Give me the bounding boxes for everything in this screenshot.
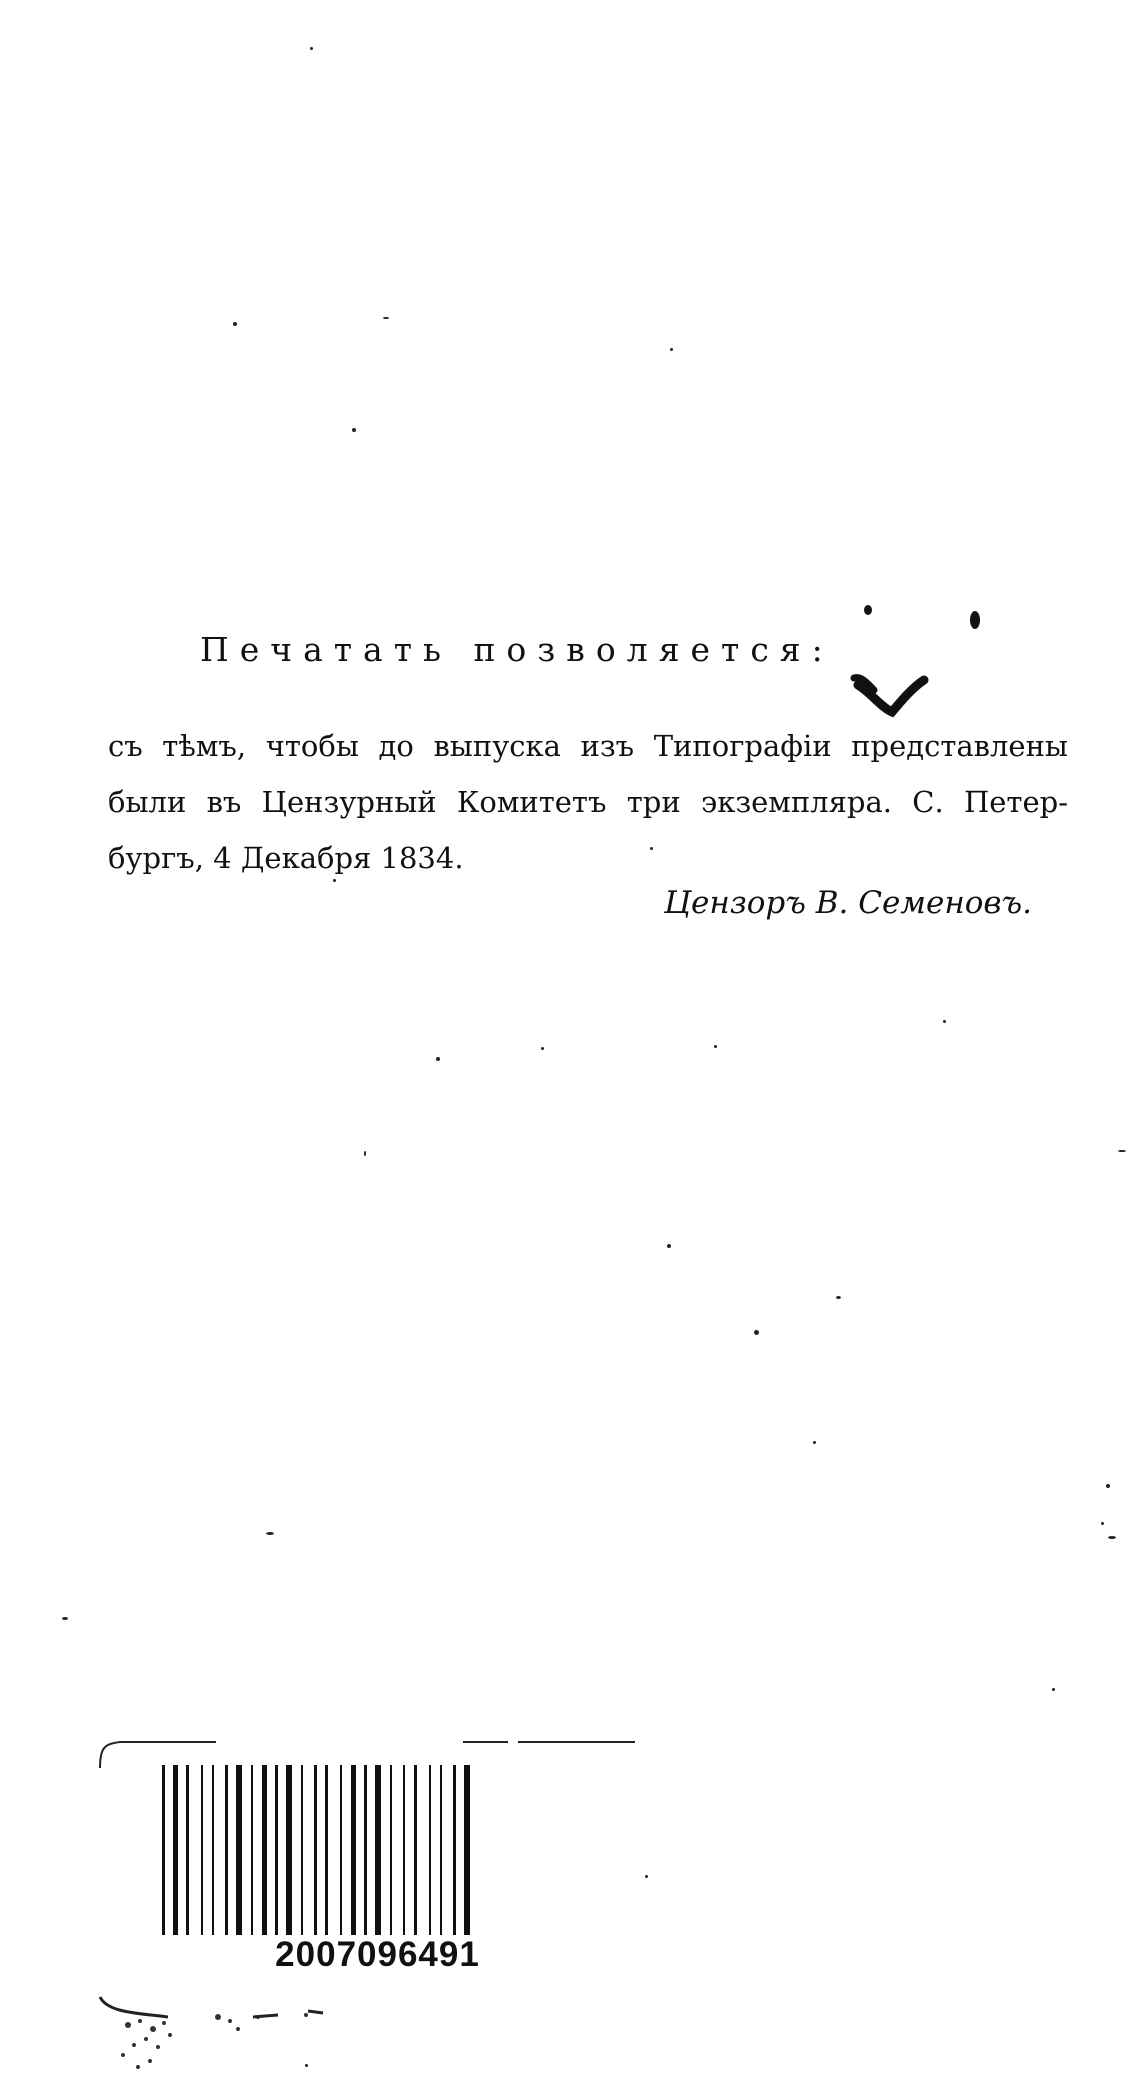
barcode-number: 2007096491 [275, 1935, 480, 1974]
barcode-bar [464, 1765, 470, 1935]
barcode-bar [162, 1765, 165, 1935]
barcode-bar [340, 1765, 342, 1935]
permission-heading: Печатать позволяется: [200, 630, 834, 669]
pen-mark-icon [840, 600, 980, 720]
permission-text [108, 718, 1068, 886]
permission-text-line-2: были въ Цензурный Комитетъ три экземпляра. С. Петер- [108, 785, 1068, 819]
barcode-bar [262, 1765, 267, 1935]
barcode-frame [98, 1728, 638, 1768]
barcode-bar [225, 1765, 228, 1935]
permission-text-line-3: бургъ, 4 Декабря 1834. [108, 841, 464, 875]
barcode-bar [375, 1765, 381, 1935]
barcode-bar [390, 1765, 392, 1935]
barcode-bar [301, 1765, 303, 1935]
barcode-image [160, 1765, 595, 1935]
barcode-bar [186, 1765, 189, 1935]
scan-smudge [98, 1995, 348, 2075]
barcode-bar [364, 1765, 367, 1935]
censor-signature: Цензоръ В. Семеновъ. [664, 885, 1032, 921]
barcode-bar [403, 1765, 405, 1935]
barcode-bar [453, 1765, 456, 1935]
barcode-bar [414, 1765, 417, 1935]
barcode-bar [351, 1765, 356, 1935]
barcode-bar [440, 1765, 442, 1935]
barcode-bar [236, 1765, 242, 1935]
barcode-bar [173, 1765, 178, 1935]
barcode-bar [212, 1765, 214, 1935]
barcode-bar [251, 1765, 253, 1935]
barcode-bar [201, 1765, 203, 1935]
barcode-bar [275, 1765, 278, 1935]
barcode-bar [429, 1765, 431, 1935]
permission-text-line-1: съ тѣмъ, чтобы до выпуска изъ Типографіи представлены [108, 729, 1068, 763]
barcode-bar [314, 1765, 317, 1935]
barcode-bar [325, 1765, 328, 1935]
barcode-bar [286, 1765, 292, 1935]
